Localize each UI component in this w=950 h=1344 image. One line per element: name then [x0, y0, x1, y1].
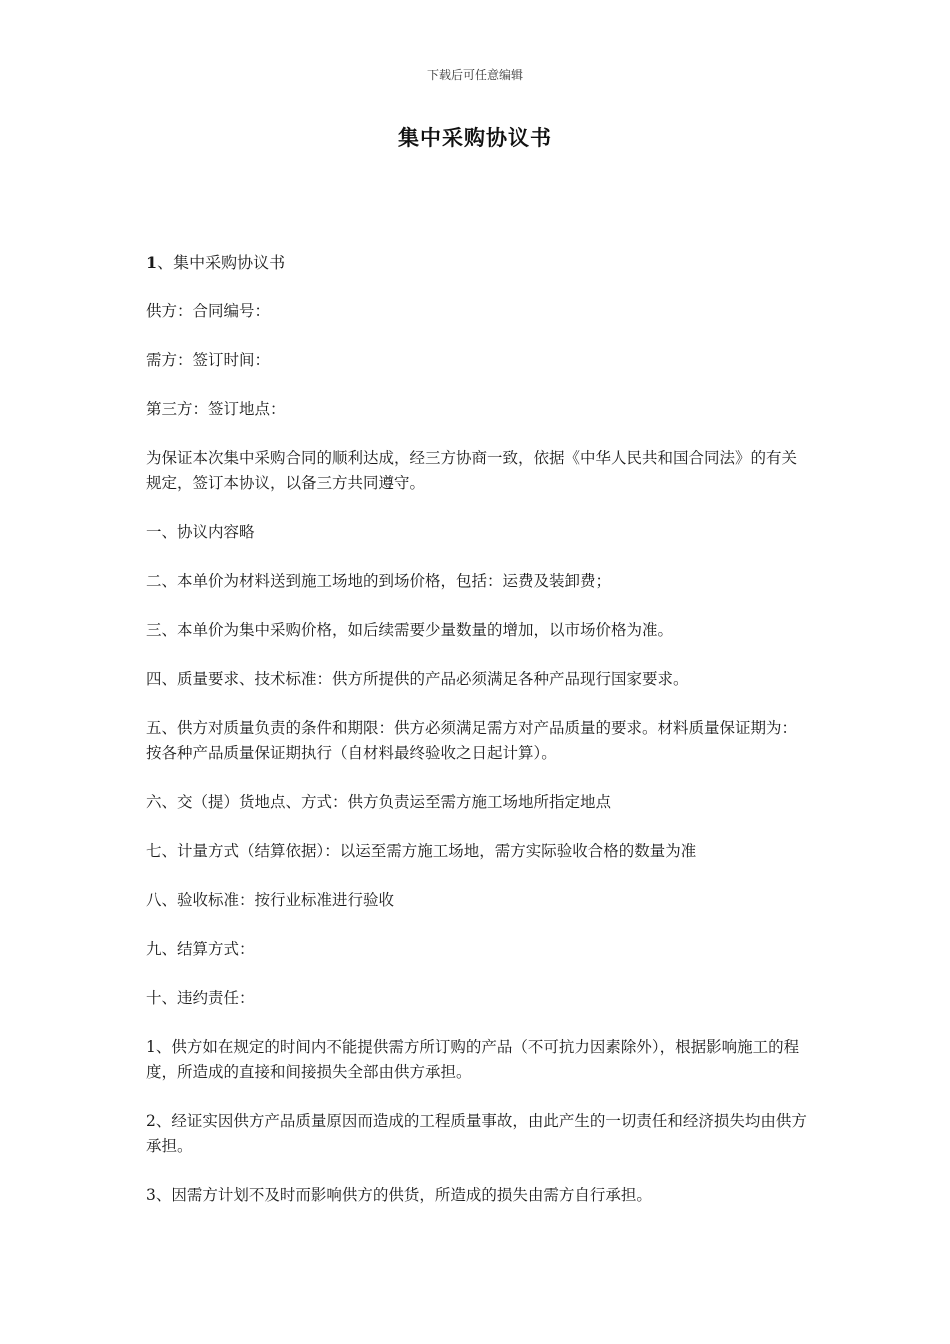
clause-9: 九、结算方式：: [146, 940, 255, 958]
section-number: 1: [146, 253, 158, 272]
liability-item-2: 2、经证实因供方产品质量原因而造成的工程质量事故，由此产生的一切责任和经济损失均由供方承担。: [146, 1112, 807, 1155]
document-title: 集中采购协议书: [398, 125, 552, 150]
clause-8: 八、验收标准：按行业标准进行验收: [146, 891, 395, 909]
clause-5: 五、供方对质量负责的条件和期限：供方必须满足需方对产品质量的要求。材料质量保证期为：按各种产品质量保证期执行（自材料最终验收之日起计算）。: [146, 719, 798, 762]
preamble-paragraph: 为保证本次集中采购合同的顺利达成，经三方协商一致，依据《中华人民共和国合同法》的有关规定，签订本协议，以备三方共同遵守。: [146, 449, 798, 492]
document-body: [146, 250, 811, 1232]
buyer-line: 需方：签订时间：: [146, 351, 271, 369]
third-party-line: 第三方：签订地点：: [146, 400, 286, 418]
clause-1: 一、协议内容略: [146, 523, 255, 541]
clause-3: 三、本单价为集中采购价格，如后续需要少量数量的增加，以市场价格为准。: [146, 621, 674, 639]
section-heading: [146, 250, 811, 275]
clause-7: 七、计量方式（结算依据）：以运至需方施工场地，需方实际验收合格的数量为准: [146, 842, 697, 860]
supplier-line: 供方：合同编号：: [146, 302, 271, 320]
liability-item-3: 3、因需方计划不及时而影响供方的供货，所造成的损失由需方自行承担。: [146, 1186, 652, 1204]
clause-6: 六、交（提）货地点、方式：供方负责运至需方施工场地所指定地点: [146, 793, 612, 811]
clause-10: 十、违约责任：: [146, 989, 255, 1007]
header-note: 下载后可任意编辑: [426, 68, 523, 82]
clause-2: 二、本单价为材料送到施工场地的到场价格，包括：运费及装卸费；: [146, 572, 612, 590]
liability-item-1: 1、供方如在规定的时间内不能提供需方所订购的产品（不可抗力因素除外），根据影响施工的程度，所造成的直接和间接损失全部由供方承担。: [146, 1038, 800, 1081]
section-heading-text: 、集中采购协议书: [157, 253, 286, 272]
clause-4: 四、质量要求、技术标准：供方所提供的产品必须满足各种产品现行国家要求。: [146, 670, 689, 688]
